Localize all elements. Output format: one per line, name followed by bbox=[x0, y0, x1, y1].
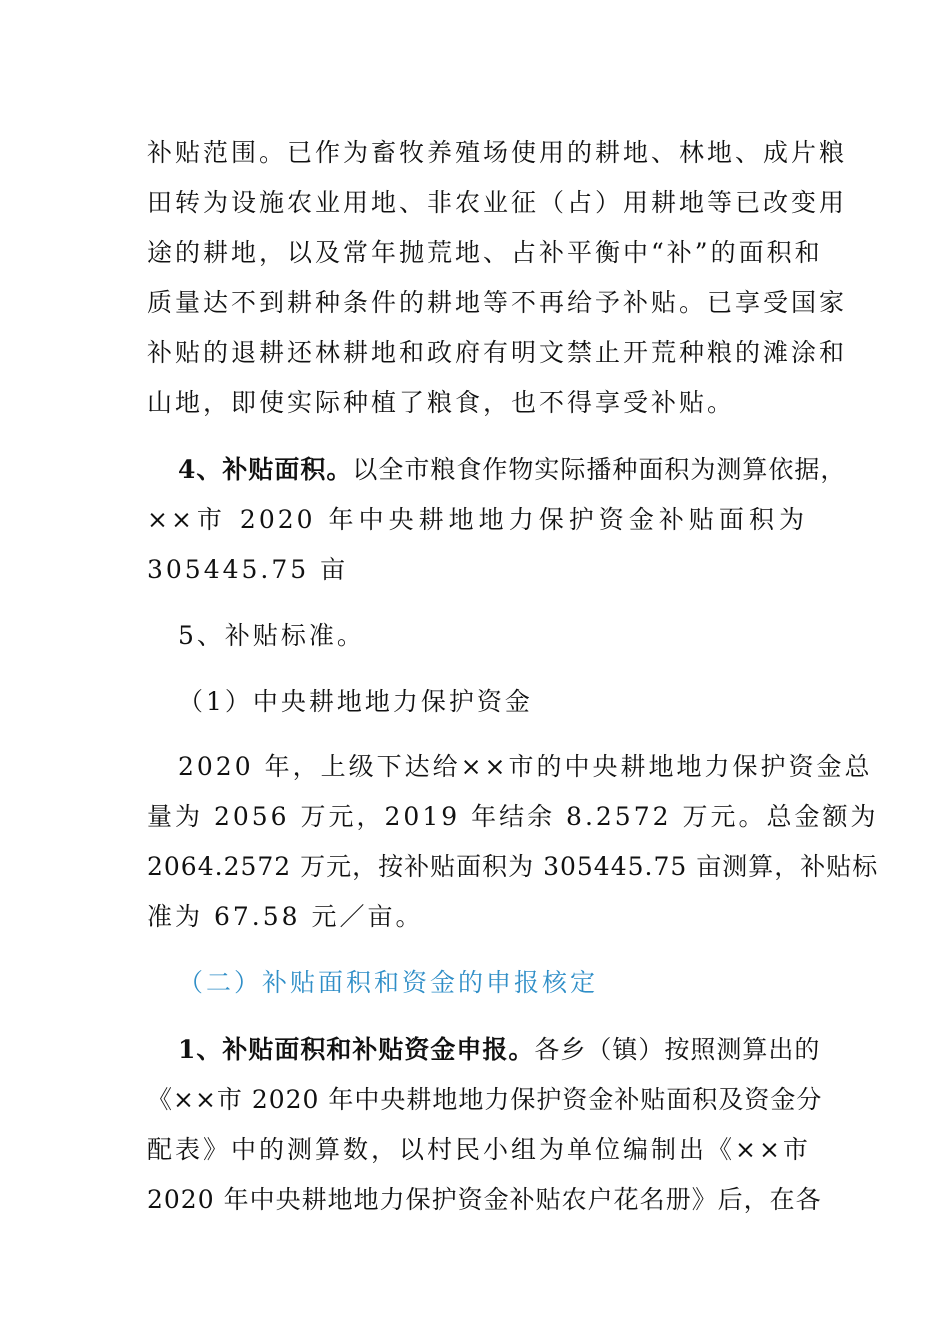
item-4-heading: 4、补贴面积。 bbox=[178, 455, 353, 484]
paragraph-line: 山地，即使实际种植了粮食，也不得享受补贴。 bbox=[147, 388, 736, 417]
paragraph-line: 2064.2572 万元，按补贴面积为 305445.75 亩测算，补贴标 bbox=[147, 852, 879, 881]
subheading-central-fund: （1）中央耕地地力保护资金 bbox=[178, 687, 533, 716]
paragraph-line: 配表》中的测算数，以村民小组为单位编制出《××市 bbox=[147, 1135, 811, 1164]
item-5-heading: 5、补贴标准。 bbox=[178, 621, 365, 650]
paragraph-line: 补贴范围。已作为畜牧养殖场使用的耕地、林地、成片粮 bbox=[147, 138, 848, 167]
paragraph-line: 2020 年，上级下达给××市的中央耕地地力保护资金总 bbox=[178, 752, 873, 781]
item-1-line bbox=[178, 1030, 821, 1070]
section-heading: （二）补贴面积和资金的申报核定 bbox=[178, 968, 599, 997]
paragraph-line: 补贴的退耕还林耕地和政府有明文禁止开荒种粮的滩涂和 bbox=[147, 338, 848, 367]
paragraph-line: 《××市 2020 年中央耕地地力保护资金补贴面积及资金分 bbox=[147, 1085, 823, 1114]
paragraph-line: 准为 67.58 元／亩。 bbox=[147, 902, 424, 931]
paragraph-line: ××市 2020 年中央耕地地力保护资金补贴面积为 bbox=[147, 505, 807, 534]
paragraph-line: 2020 年中央耕地地力保护资金补贴农户花名册》后，在各 bbox=[147, 1185, 822, 1214]
paragraph-line: 途的耕地，以及常年抛荒地、占补平衡中“补”的面积和 bbox=[147, 238, 823, 267]
item-4-line bbox=[178, 450, 847, 490]
item-1-heading: 1、补贴面积和补贴资金申报。 bbox=[178, 1035, 535, 1064]
paragraph-line: 田转为设施农业用地、非农业征（占）用耕地等已改变用 bbox=[147, 188, 848, 217]
item-1-text: 各乡（镇）按照测算出的 bbox=[534, 1035, 821, 1064]
paragraph-line: 305445.75 亩 bbox=[147, 555, 349, 584]
paragraph-line: 量为 2056 万元，2019 年结余 8.2572 万元。总金额为 bbox=[147, 802, 879, 831]
item-4-text: 以全市粮食作物实际播种面积为测算依据， bbox=[352, 455, 847, 484]
paragraph-line: 质量达不到耕种条件的耕地等不再给予补贴。已享受国家 bbox=[147, 288, 848, 317]
